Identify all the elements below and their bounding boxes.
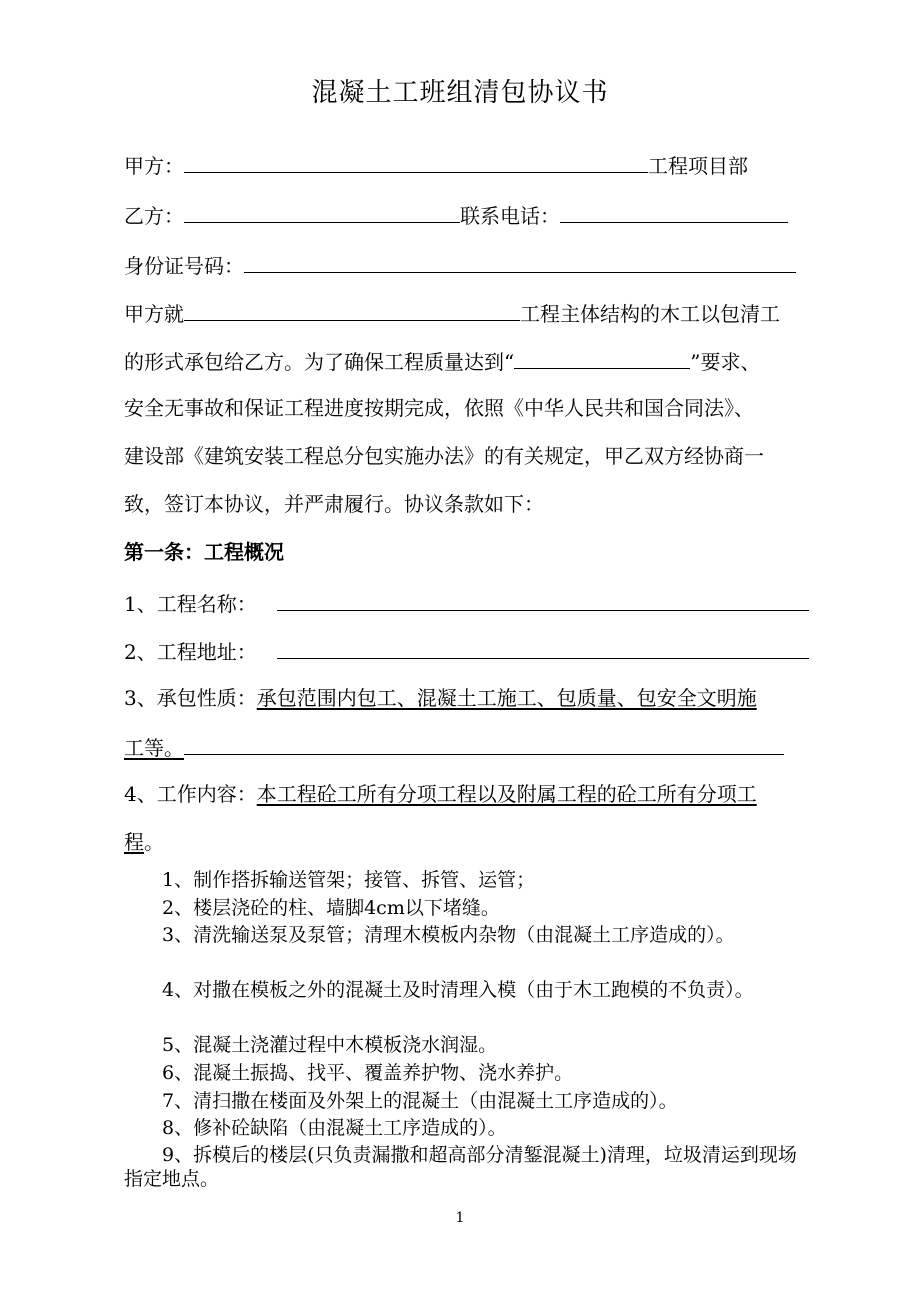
list-item: 1、制作搭拆输送管架；接管、拆管、运管； [162, 869, 536, 891]
party-a-suffix: 工程项目部 [648, 154, 748, 178]
field-contract-nature [124, 684, 814, 712]
party-a-line [124, 150, 814, 180]
field-project-address-label: 2、工程地址： [124, 640, 257, 664]
intro-line-4: 建设部《建筑安装工程总分包实施办法》的有关规定，甲乙双方经协商一 [124, 444, 764, 468]
field-project-name-label: 1、工程名称： [124, 592, 257, 616]
intro-line2-b: ”要求、 [690, 350, 761, 374]
list-item: 4、对撒在模板之外的混凝土及时清理入模（由于木工跑模的不负责）。 [162, 979, 754, 1001]
field-project-name [124, 588, 814, 618]
intro-prefix: 甲方就 [124, 302, 184, 326]
field-work-content-tail: 。 [144, 830, 164, 854]
field-work-content-value-2: 程 [124, 830, 144, 854]
id-label: 身份证号码： [124, 254, 244, 278]
party-a-label: 甲方： [124, 154, 184, 178]
phone-label: 联系电话： [460, 204, 560, 228]
party-b-line [124, 200, 814, 230]
list-item: 2、楼层浇砼的柱、墙脚4cm以下堵缝。 [162, 897, 500, 919]
list-item: 9、拆模后的楼层(只负责漏撒和超高部分清錾混凝土)清理，垃圾清运到现场指定地点。 [124, 1144, 797, 1190]
intro-line-5: 致，签订本协议，并严肃履行。协议条款如下： [124, 492, 544, 516]
field-project-name-blank [277, 588, 809, 611]
quality-blank [514, 346, 690, 369]
field-work-content-cont [124, 828, 814, 856]
party-b-label: 乙方： [124, 204, 184, 228]
section-heading: 第一条：工程概况 [124, 540, 284, 564]
field-work-content-label: 4、工作内容： [124, 782, 257, 806]
phone-blank [560, 200, 788, 223]
project-name-blank [184, 298, 520, 321]
id-blank [244, 250, 796, 273]
party-a-blank [184, 150, 648, 173]
list-item: 7、清扫撒在楼面及外架上的混凝土（由混凝土工序造成的）。 [162, 1090, 678, 1112]
party-b-blank [184, 200, 460, 223]
list-item: 8、修补砼缺陷（由混凝土工序造成的）。 [162, 1117, 507, 1139]
list-item: 5、混凝土浇灌过程中木模板浇水润湿。 [162, 1034, 498, 1056]
intro-mid: 工程主体结构的木工以包清工 [520, 302, 780, 326]
field-contract-nature-cont [124, 732, 814, 762]
field-work-content [124, 780, 814, 808]
page-number: 1 [455, 1210, 465, 1226]
field-contract-nature-blank [184, 732, 784, 755]
field-work-content-value: 本工程砼工所有分项工程以及附属工程的砼工所有分项工 [256, 782, 757, 806]
id-line [124, 250, 814, 280]
field-contract-nature-value: 承包范围内包工、混凝土工施工、包质量、包安全文明施 [256, 686, 757, 710]
intro-line-2 [124, 346, 814, 376]
field-project-address [124, 636, 814, 666]
intro-line-3: 安全无事故和保证工程进度按期完成，依照《中华人民共和国合同法》、 [124, 396, 754, 420]
intro-line-1 [124, 298, 814, 328]
document-title: 混凝土工班组清包协议书 [311, 78, 609, 108]
field-contract-nature-label: 3、承包性质： [124, 686, 257, 710]
intro-line2-a: 的形式承包给乙方。为了确保工程质量达到“ [124, 350, 515, 374]
list-item: 6、混凝土振捣、找平、覆盖养护物、浇水养护。 [162, 1062, 574, 1084]
field-project-address-blank [277, 636, 809, 659]
field-contract-nature-value-2: 工等。 [124, 736, 184, 760]
list-item: 3、清洗输送泵及泵管；清理木模板内杂物（由混凝土工序造成的）。 [162, 924, 735, 946]
